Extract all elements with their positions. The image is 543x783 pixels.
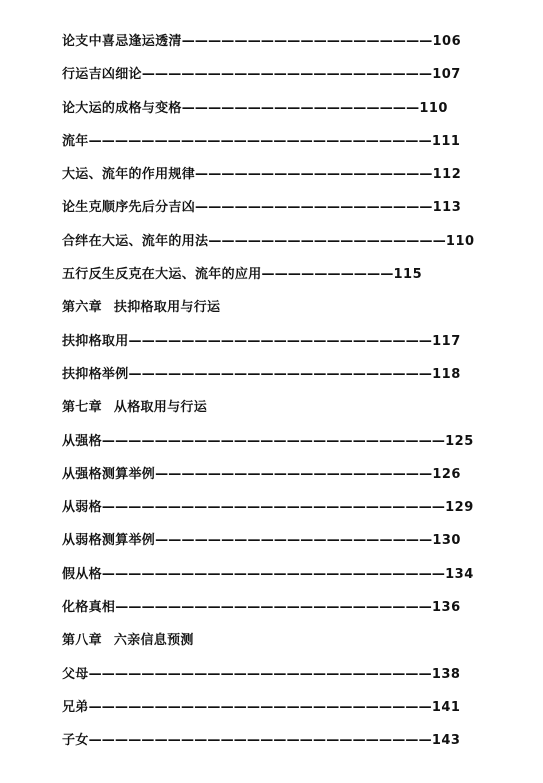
- entry-title: 论支中喜忌逢运透清: [62, 34, 182, 49]
- dot-leader: —————————————————————: [155, 466, 433, 482]
- page-number: 125: [445, 433, 474, 449]
- dot-leader: ——————————————————————————: [101, 500, 446, 516]
- dot-leader: ——————————————————————: [141, 67, 433, 83]
- page-number: 118: [432, 366, 461, 382]
- dot-leader: ———————————————————: [181, 34, 433, 49]
- toc-entry: [62, 497, 474, 530]
- entry-title: 从弱格: [62, 500, 102, 516]
- toc-entry: [62, 131, 462, 164]
- dot-leader: ——————————————————————————: [88, 733, 432, 749]
- page-number: 113: [432, 200, 462, 216]
- entry-title: 假从格: [62, 566, 102, 582]
- entry-title: 从强格测算举例: [62, 466, 156, 482]
- chapter-number: 第七章: [62, 400, 102, 416]
- page-number: 126: [432, 466, 461, 482]
- toc-entry: [62, 597, 462, 630]
- entry-title: 行运吉凶细论: [62, 67, 142, 83]
- page-number: 111: [431, 133, 461, 149]
- toc-entry: [62, 31, 462, 64]
- toc-entry: [62, 464, 462, 497]
- chapter-title: 扶抑格取用与行运: [113, 300, 221, 316]
- chapter-heading: [62, 397, 462, 430]
- toc-entry: [62, 331, 462, 364]
- toc-entry: [62, 64, 462, 97]
- entry-title: 流年: [62, 133, 89, 149]
- dot-leader: ———————————————————————: [128, 366, 433, 382]
- toc-entry: [62, 364, 462, 397]
- chapter-heading: [62, 630, 462, 663]
- entry-title: 从强格: [62, 433, 102, 449]
- toc-entry: [62, 431, 474, 464]
- chapter-heading: [62, 297, 462, 330]
- page-number: 143: [431, 733, 461, 749]
- page-number: 112: [432, 167, 462, 183]
- dot-leader: ————————————————————————: [115, 600, 433, 616]
- toc-entry: [62, 231, 475, 264]
- entry-title: 扶抑格取用: [62, 333, 129, 349]
- toc-entry: [62, 697, 462, 730]
- dot-leader: ——————————————————: [195, 200, 433, 216]
- toc-entry: [62, 730, 462, 763]
- page-number: 110: [419, 100, 448, 116]
- chapter-number: 第六章: [62, 300, 102, 316]
- entry-title: 大运、流年的作用规律: [62, 167, 196, 183]
- dot-leader: ———————————————————————: [128, 333, 433, 349]
- dot-leader: ——————————————————————————: [88, 133, 432, 149]
- dot-leader: —————————————————————: [155, 533, 433, 549]
- entry-title: 论大运的成格与变格: [62, 100, 182, 116]
- chapter-title: 六亲信息预测: [113, 633, 194, 649]
- entry-title: 五行反生反克在大运、流年的应用: [62, 267, 262, 283]
- page-number: 134: [445, 566, 474, 582]
- toc-entry: [62, 530, 462, 563]
- page-number: 115: [393, 267, 423, 283]
- entry-title: 从弱格测算举例: [62, 533, 156, 549]
- table-of-contents: [62, 31, 475, 764]
- dot-leader: ——————————————————————————: [101, 433, 446, 449]
- page-number: 136: [432, 600, 461, 616]
- entry-title: 兄弟: [62, 699, 89, 715]
- page-number: 106: [432, 34, 462, 49]
- toc-entry: [62, 197, 462, 230]
- dot-leader: ——————————————————————————: [88, 699, 432, 715]
- entry-title: 子女: [62, 733, 89, 749]
- page-number: 110: [445, 233, 475, 249]
- entry-title: 论生克顺序先后分吉凶: [62, 200, 196, 216]
- toc-entry: [62, 264, 462, 297]
- page-number: 129: [445, 500, 474, 516]
- dot-leader: ——————————————————————————: [88, 666, 432, 682]
- toc-entry: [62, 664, 462, 697]
- toc-entry: [62, 164, 462, 197]
- dot-leader: ——————————: [261, 267, 394, 283]
- dot-leader: ——————————————————: [195, 167, 433, 183]
- entry-title: 扶抑格举例: [62, 366, 129, 382]
- page-number: 138: [431, 666, 461, 682]
- chapter-number: 第八章: [62, 633, 102, 649]
- dot-leader: ——————————————————: [181, 100, 420, 116]
- page-number: 130: [432, 533, 461, 549]
- toc-entry: [62, 564, 474, 597]
- toc-entry: [62, 98, 462, 131]
- dot-leader: ——————————————————————————: [101, 566, 446, 582]
- page-number: 141: [431, 699, 461, 715]
- page-number: 117: [432, 333, 461, 349]
- entry-title: 合绊在大运、流年的用法: [62, 233, 209, 249]
- chapter-title: 从格取用与行运: [113, 400, 208, 416]
- dot-leader: ——————————————————: [208, 233, 446, 249]
- page-number: 107: [432, 67, 461, 83]
- entry-title: 父母: [62, 666, 89, 682]
- entry-title: 化格真相: [62, 600, 116, 616]
